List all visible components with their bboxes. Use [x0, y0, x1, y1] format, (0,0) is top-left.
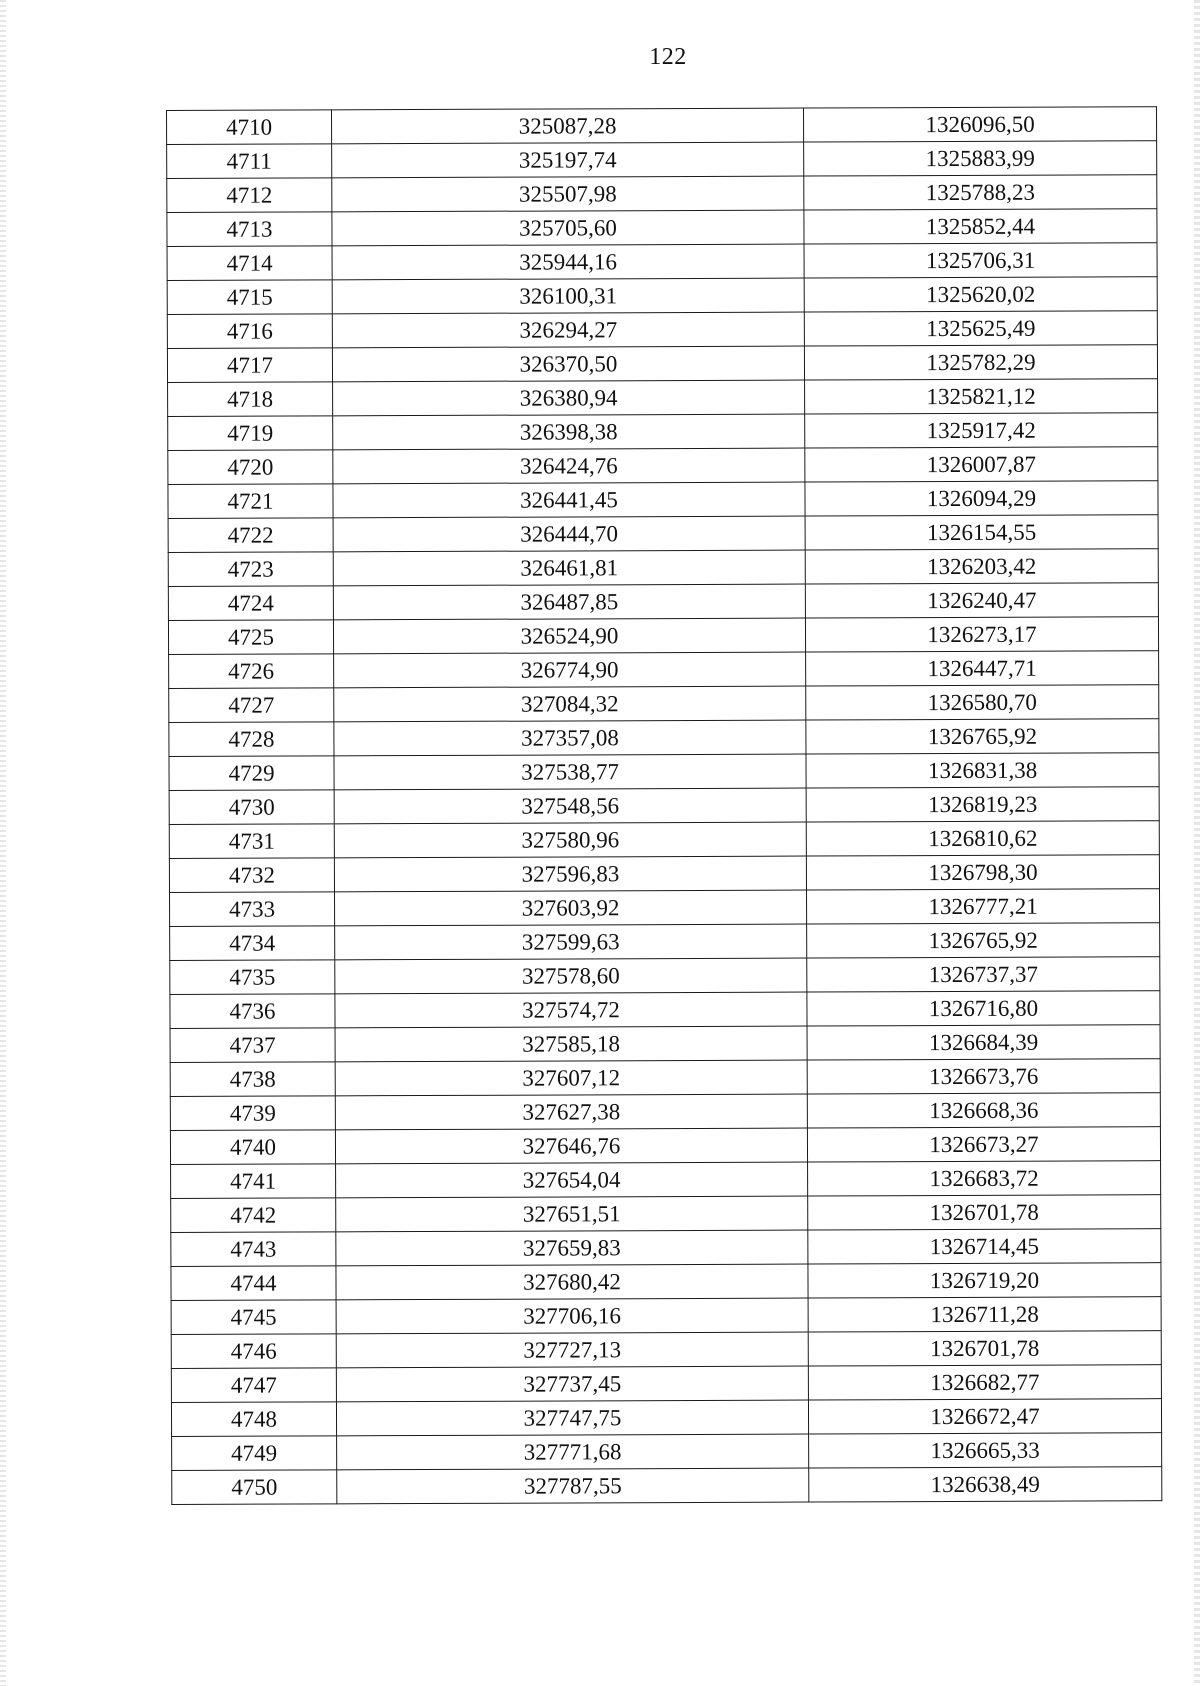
point-number-cell: 4712 — [167, 178, 332, 213]
point-number-cell: 4738 — [170, 1062, 335, 1097]
x-coordinate-cell: 327574,72 — [335, 992, 807, 1028]
y-coordinate-cell: 1326765,92 — [806, 719, 1159, 754]
x-coordinate-cell: 326524,90 — [333, 618, 805, 654]
point-number-cell: 4732 — [169, 858, 334, 893]
table-row — [171, 1365, 1161, 1403]
y-coordinate-cell: 1326273,17 — [805, 617, 1158, 652]
y-coordinate-cell: 1326701,78 — [808, 1331, 1161, 1366]
table-row — [170, 991, 1160, 1029]
table-row — [167, 243, 1157, 281]
y-coordinate-cell: 1326094,29 — [805, 481, 1158, 516]
y-coordinate-cell: 1326096,50 — [803, 107, 1156, 142]
table-row — [168, 447, 1158, 485]
point-number-cell: 4731 — [169, 824, 334, 859]
point-number-cell: 4726 — [169, 654, 334, 689]
point-number-cell: 4723 — [168, 552, 333, 587]
y-coordinate-cell: 1326672,47 — [808, 1399, 1161, 1434]
y-coordinate-cell: 1326719,20 — [808, 1263, 1161, 1298]
y-coordinate-cell: 1326831,38 — [806, 753, 1159, 788]
table-row — [168, 515, 1158, 553]
y-coordinate-cell: 1326765,92 — [807, 923, 1160, 958]
x-coordinate-cell: 326294,27 — [332, 312, 804, 348]
x-coordinate-cell: 327651,51 — [336, 1196, 808, 1232]
x-coordinate-cell: 327538,77 — [334, 754, 806, 790]
x-coordinate-cell: 327627,38 — [335, 1094, 807, 1130]
table-row — [171, 1297, 1161, 1335]
x-coordinate-cell: 325507,98 — [332, 176, 804, 212]
table-row — [167, 107, 1157, 145]
scan-edge-right — [1194, 0, 1200, 1686]
point-number-cell: 4742 — [171, 1198, 336, 1233]
table-row — [171, 1263, 1161, 1301]
y-coordinate-cell: 1326668,36 — [807, 1093, 1160, 1128]
point-number-cell: 4724 — [168, 586, 333, 621]
y-coordinate-cell: 1326711,28 — [808, 1297, 1161, 1332]
point-number-cell: 4735 — [170, 960, 335, 995]
x-coordinate-cell: 327659,83 — [336, 1230, 808, 1266]
y-coordinate-cell: 1326819,23 — [806, 787, 1159, 822]
table-row — [169, 855, 1159, 893]
point-number-cell: 4722 — [168, 518, 333, 553]
y-coordinate-cell: 1326638,49 — [809, 1467, 1162, 1502]
y-coordinate-cell: 1326673,76 — [807, 1059, 1160, 1094]
table-row — [171, 1399, 1161, 1437]
y-coordinate-cell: 1326716,80 — [807, 991, 1160, 1026]
table-row — [172, 1433, 1162, 1471]
point-number-cell: 4749 — [172, 1436, 337, 1471]
x-coordinate-cell: 327596,83 — [334, 856, 806, 892]
x-coordinate-cell: 326398,38 — [333, 414, 805, 450]
point-number-cell: 4711 — [167, 144, 332, 179]
x-coordinate-cell: 327585,18 — [335, 1026, 807, 1062]
x-coordinate-cell: 327727,13 — [336, 1332, 808, 1368]
table-row — [170, 923, 1160, 961]
point-number-cell: 4737 — [170, 1028, 335, 1063]
y-coordinate-cell: 1325821,12 — [805, 379, 1158, 414]
point-number-cell: 4736 — [170, 994, 335, 1029]
y-coordinate-cell: 1326810,62 — [806, 821, 1159, 856]
point-number-cell: 4728 — [169, 722, 334, 757]
y-coordinate-cell: 1325852,44 — [804, 209, 1157, 244]
point-number-cell: 4740 — [170, 1130, 335, 1165]
coordinates-table-body — [167, 107, 1162, 1505]
point-number-cell: 4714 — [167, 246, 332, 281]
y-coordinate-cell: 1326580,70 — [806, 685, 1159, 720]
scan-edge-left — [0, 0, 6, 1686]
point-number-cell: 4719 — [168, 416, 333, 451]
x-coordinate-cell: 327084,32 — [334, 686, 806, 722]
table-row — [168, 583, 1158, 621]
x-coordinate-cell: 327654,04 — [336, 1162, 808, 1198]
point-number-cell: 4750 — [172, 1470, 337, 1505]
point-number-cell: 4727 — [169, 688, 334, 723]
point-number-cell: 4717 — [167, 348, 332, 383]
y-coordinate-cell: 1326682,77 — [808, 1365, 1161, 1400]
x-coordinate-cell: 325944,16 — [332, 244, 804, 280]
table-row — [171, 1229, 1161, 1267]
x-coordinate-cell: 326487,85 — [333, 584, 805, 620]
y-coordinate-cell: 1326683,72 — [808, 1161, 1161, 1196]
y-coordinate-cell: 1325883,99 — [804, 141, 1157, 176]
table-row — [170, 1059, 1160, 1097]
x-coordinate-cell: 327787,55 — [337, 1468, 809, 1504]
point-number-cell: 4745 — [171, 1300, 336, 1335]
x-coordinate-cell: 327607,12 — [335, 1060, 807, 1096]
x-coordinate-cell: 326100,31 — [332, 278, 804, 314]
point-number-cell: 4739 — [170, 1096, 335, 1131]
table-row — [169, 787, 1159, 825]
point-number-cell: 4725 — [168, 620, 333, 655]
y-coordinate-cell: 1326701,78 — [808, 1195, 1161, 1230]
point-number-cell: 4721 — [168, 484, 333, 519]
point-number-cell: 4730 — [169, 790, 334, 825]
point-number-cell: 4720 — [168, 450, 333, 485]
y-coordinate-cell: 1326007,87 — [805, 447, 1158, 482]
point-number-cell: 4733 — [170, 892, 335, 927]
table-row — [167, 141, 1157, 179]
x-coordinate-cell: 325197,74 — [332, 142, 804, 178]
table-row — [172, 1467, 1162, 1505]
coordinates-table-container — [166, 110, 1156, 1505]
table-row — [168, 379, 1158, 417]
table-row — [170, 1093, 1160, 1131]
table-row — [169, 685, 1159, 723]
point-number-cell: 4743 — [171, 1232, 336, 1267]
table-row — [167, 345, 1157, 383]
y-coordinate-cell: 1326665,33 — [809, 1433, 1162, 1468]
table-row — [168, 549, 1158, 587]
x-coordinate-cell: 327737,45 — [336, 1366, 808, 1402]
table-row — [167, 209, 1157, 247]
x-coordinate-cell: 327580,96 — [334, 822, 806, 858]
page-number: 122 — [649, 44, 687, 70]
y-coordinate-cell: 1325917,42 — [805, 413, 1158, 448]
y-coordinate-cell: 1326714,45 — [808, 1229, 1161, 1264]
table-row — [168, 481, 1158, 519]
x-coordinate-cell: 326444,70 — [333, 516, 805, 552]
point-number-cell: 4748 — [171, 1402, 336, 1437]
x-coordinate-cell: 325087,28 — [332, 108, 804, 144]
table-row — [167, 277, 1157, 315]
y-coordinate-cell: 1326240,47 — [805, 583, 1158, 618]
table-row — [168, 617, 1158, 655]
x-coordinate-cell: 326441,45 — [333, 482, 805, 518]
y-coordinate-cell: 1326737,37 — [807, 957, 1160, 992]
point-number-cell: 4734 — [170, 926, 335, 961]
table-row — [169, 753, 1159, 791]
x-coordinate-cell: 327646,76 — [335, 1128, 807, 1164]
table-row — [169, 821, 1159, 859]
y-coordinate-cell: 1325620,02 — [804, 277, 1157, 312]
y-coordinate-cell: 1326154,55 — [805, 515, 1158, 550]
table-row — [171, 1195, 1161, 1233]
y-coordinate-cell: 1325788,23 — [804, 175, 1157, 210]
point-number-cell: 4746 — [171, 1334, 336, 1369]
table-row — [169, 651, 1159, 689]
x-coordinate-cell: 327599,63 — [335, 924, 807, 960]
y-coordinate-cell: 1326777,21 — [806, 889, 1159, 924]
x-coordinate-cell: 327771,68 — [337, 1434, 809, 1470]
table-row — [170, 957, 1160, 995]
table-row — [170, 1127, 1160, 1165]
x-coordinate-cell: 327357,08 — [334, 720, 806, 756]
point-number-cell: 4715 — [167, 280, 332, 315]
y-coordinate-cell: 1326684,39 — [807, 1025, 1160, 1060]
x-coordinate-cell: 326774,90 — [334, 652, 806, 688]
y-coordinate-cell: 1326798,30 — [806, 855, 1159, 890]
x-coordinate-cell: 326424,76 — [333, 448, 805, 484]
point-number-cell: 4713 — [167, 212, 332, 247]
point-number-cell: 4718 — [168, 382, 333, 417]
x-coordinate-cell: 325705,60 — [332, 210, 804, 246]
y-coordinate-cell: 1326673,27 — [807, 1127, 1160, 1162]
point-number-cell: 4716 — [167, 314, 332, 349]
x-coordinate-cell: 326370,50 — [332, 346, 804, 382]
y-coordinate-cell: 1325782,29 — [804, 345, 1157, 380]
y-coordinate-cell: 1325706,31 — [804, 243, 1157, 278]
point-number-cell: 4710 — [167, 110, 332, 145]
table-row — [168, 413, 1158, 451]
table-row — [170, 1025, 1160, 1063]
x-coordinate-cell: 326380,94 — [333, 380, 805, 416]
point-number-cell: 4744 — [171, 1266, 336, 1301]
x-coordinate-cell: 327680,42 — [336, 1264, 808, 1300]
point-number-cell: 4741 — [171, 1164, 336, 1199]
y-coordinate-cell: 1325625,49 — [804, 311, 1157, 346]
table-row — [170, 889, 1160, 927]
y-coordinate-cell: 1326203,42 — [805, 549, 1158, 584]
table-row — [171, 1331, 1161, 1369]
point-number-cell: 4747 — [171, 1368, 336, 1403]
table-row — [167, 311, 1157, 349]
x-coordinate-cell: 327603,92 — [335, 890, 807, 926]
coordinates-table — [166, 106, 1162, 1505]
x-coordinate-cell: 327747,75 — [336, 1400, 808, 1436]
x-coordinate-cell: 327578,60 — [335, 958, 807, 994]
table-row — [171, 1161, 1161, 1199]
x-coordinate-cell: 327548,56 — [334, 788, 806, 824]
x-coordinate-cell: 326461,81 — [333, 550, 805, 586]
point-number-cell: 4729 — [169, 756, 334, 791]
y-coordinate-cell: 1326447,71 — [806, 651, 1159, 686]
table-row — [169, 719, 1159, 757]
x-coordinate-cell: 327706,16 — [336, 1298, 808, 1334]
table-row — [167, 175, 1157, 213]
